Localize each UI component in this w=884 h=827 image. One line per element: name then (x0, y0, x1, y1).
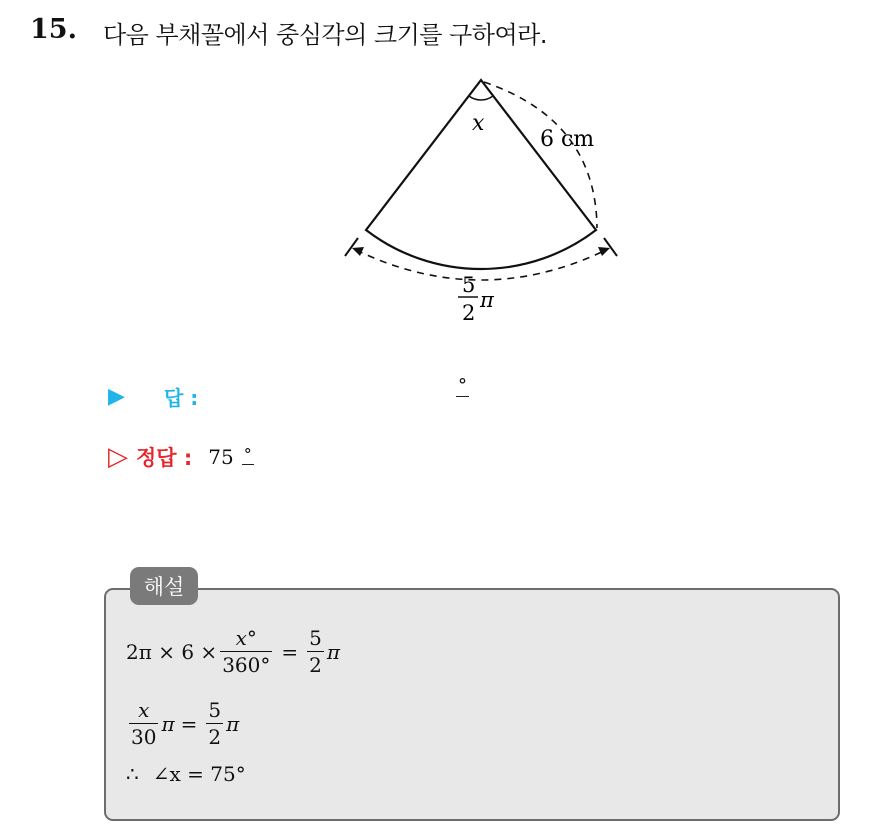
answer-input-blank[interactable]: ° (458, 375, 467, 396)
answer-row (108, 378, 198, 414)
line1-frac-num: x° (235, 626, 257, 650)
line2-rhs-den: 2 (208, 725, 222, 749)
line2-frac-num: x (138, 698, 150, 722)
line2-rhs-num: 5 (208, 698, 222, 722)
correct-triangle-icon: ▷ (108, 442, 128, 472)
tick-left (345, 238, 358, 256)
answer-label: 답 : (164, 385, 199, 410)
solution-line-3 (126, 762, 246, 786)
question-text: 다음 부채꼴에서 중심각의 크기를 구하여라. (103, 21, 547, 49)
therefore-symbol: ∴ (126, 762, 139, 786)
arrow-right-icon (598, 247, 610, 256)
line1-rhs-den: 2 (309, 653, 322, 677)
correct-value: 75 (208, 445, 234, 469)
line2-rhs-pi: π (226, 711, 240, 736)
tick-right (604, 238, 617, 256)
line1-left: 2π × 6 × (126, 639, 218, 664)
correct-answer-row (108, 439, 254, 475)
line1-rhs-pi: π (326, 639, 341, 664)
solution-line-2 (126, 698, 239, 749)
problem-number: 15. (30, 14, 77, 45)
arc-label-denominator: 2 (462, 301, 476, 325)
arc-dimension-line (356, 250, 606, 280)
sector-figure (300, 60, 640, 340)
solution-title-tab: 해설 (130, 567, 198, 605)
line2-fraction (129, 698, 158, 749)
radius-dimension-arc (484, 82, 597, 228)
correct-label: 정답 : (136, 446, 193, 470)
line1-rhs-fraction (307, 626, 324, 677)
line2-frac-den: 30 (131, 725, 157, 749)
sector-shape (366, 80, 596, 269)
line3-expression: ∠x = 75° (152, 762, 246, 786)
line1-rhs-num: 5 (309, 626, 322, 650)
line1-equals: = (281, 639, 299, 664)
line1-frac-den: 360° (222, 653, 271, 677)
line2-equals: = (180, 711, 198, 736)
radius-label: 6 cm (540, 127, 595, 152)
arrow-left-icon (352, 247, 364, 256)
correct-unit: ° (243, 444, 252, 464)
arc-label-numerator: 5 (462, 273, 476, 297)
line1-fraction (220, 626, 272, 677)
solution-line-1 (126, 626, 340, 677)
angle-arc (469, 96, 493, 100)
answer-play-icon: ▶ (108, 383, 125, 409)
line2-rhs-fraction (206, 698, 223, 749)
arc-label-pi: π (480, 288, 494, 312)
line2-pi: π (161, 711, 175, 736)
angle-label: x (472, 111, 485, 136)
